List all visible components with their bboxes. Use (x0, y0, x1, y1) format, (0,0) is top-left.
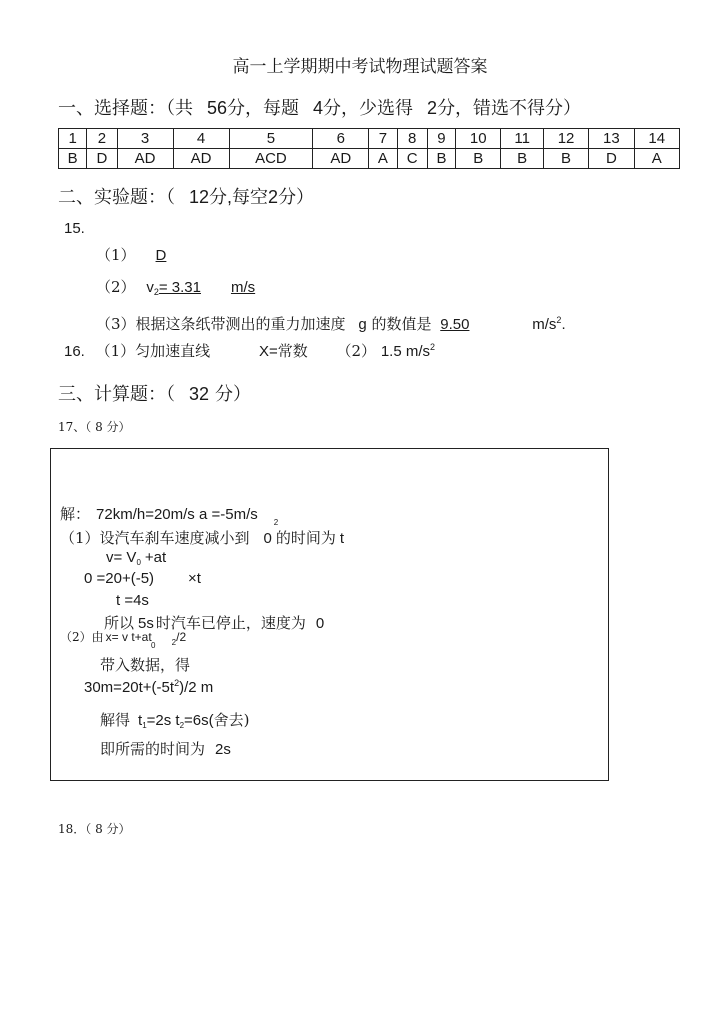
table-cell: 7 (369, 129, 397, 149)
sol-l10b: t (138, 712, 143, 729)
table-cell: 9 (427, 129, 455, 149)
table-cell: A (634, 149, 679, 169)
table-cell: 14 (634, 129, 679, 149)
table-cell: 11 (501, 129, 543, 149)
section-2-score: 12 (189, 187, 210, 207)
table-cell: C (397, 149, 427, 169)
table-cell: B (59, 149, 87, 169)
sol-l6b: 5s (138, 615, 154, 632)
q15-a3-sup: 2 (556, 315, 562, 325)
table-cell: AD (173, 149, 229, 169)
sol-line-11 (100, 738, 231, 759)
section-2-per: 2 (268, 187, 279, 207)
table-cell: B (427, 149, 455, 169)
sol-line-2 (60, 527, 344, 548)
question-16-number: 16. (64, 343, 85, 360)
question-17-label: 17、（ 8 分） (58, 420, 131, 434)
sol-l6a: 所以 (104, 614, 135, 632)
q15-a3-unit: m/s (532, 316, 557, 333)
section-2-heading-text: 二、实验题：（ (58, 187, 175, 208)
table-cell: 1 (59, 129, 87, 149)
section-1-per: 4 (313, 98, 324, 118)
sol-l11b: 2s (215, 741, 231, 758)
sol-l4: 0 =20+(-5) (84, 570, 155, 587)
sol-l2b: 0 (263, 530, 272, 547)
question-18-label: 18．（ 8 分） (58, 822, 131, 836)
answer-row (59, 149, 680, 169)
q15-a3-text2: 的数值是 (371, 315, 432, 333)
sol-line-3 (106, 549, 166, 567)
question-15-number: 15. (64, 220, 85, 237)
section-1-heading (58, 94, 581, 120)
sol-l6c: 时汽车已停止，速度为 (155, 614, 306, 632)
table-cell: D (589, 149, 634, 169)
sol-line-10 (100, 709, 250, 730)
sol-l7b: x= v t+at (105, 630, 152, 644)
section-3-heading-text: 三、计算题：（ (58, 384, 175, 405)
q15-a1-value: D (155, 247, 167, 264)
table-cell: AD (313, 149, 369, 169)
sol-l10s2: 2 (179, 721, 185, 730)
sol-l10f: ) (243, 711, 250, 729)
sol-l10d: =6s( (184, 712, 214, 729)
q15-a2-sub: 2 (153, 287, 159, 297)
sol-l3: v= V (106, 549, 137, 566)
q15-answer-3: （3）根据这条纸带测出的重力加速度 g 的数值是 9.50 $m/s^2$. (96, 315, 566, 333)
table-cell: 2 (87, 129, 117, 149)
sol-line-5: t =4s (116, 592, 149, 609)
section-1-score: 56 (207, 98, 228, 118)
sol-line-4 (84, 570, 201, 587)
table-cell: 3 (117, 129, 173, 149)
table-cell: 10 (456, 129, 501, 149)
q15-a3-text: （3）根据这条纸带测出的重力加速度 (96, 315, 346, 333)
sol-l10a: 解得 (100, 711, 131, 729)
table-cell: 8 (397, 129, 427, 149)
sol-l9: 30m=20t+(-5t (84, 679, 175, 696)
sol-l7c: /2 (176, 630, 187, 644)
section-1-rest2: 分，少选得 (323, 98, 414, 119)
q15-a2-var: v (146, 279, 154, 296)
q16-x-const: X=常数 (258, 343, 308, 360)
q16-answer-1: （1）匀加速直线 (95, 342, 211, 360)
table-cell: ACD (229, 149, 313, 169)
q15-a2-unit: m/s (230, 279, 256, 296)
table-cell: 13 (589, 129, 634, 149)
table-cell: 5 (229, 129, 313, 149)
q16-sup: 2 (430, 342, 436, 352)
question-16 (64, 340, 435, 361)
sol-l9sup: 2 (174, 678, 180, 688)
sol-l10e: 舍去 (213, 711, 244, 729)
sol-line-7 (60, 628, 186, 645)
sol-l7a: （2）由 (60, 630, 104, 644)
section-3-score: 32 (189, 384, 210, 404)
section-2-heading (58, 183, 314, 209)
table-cell: 6 (313, 129, 369, 149)
answer-table (58, 128, 680, 169)
q16-answer-2-value: 1.5 m/s (380, 343, 431, 360)
sol-line-8: 带入数据，得 (100, 656, 191, 674)
sol-l3sub: 0 (136, 558, 141, 567)
sol-l7sup: 2 (171, 638, 177, 647)
table-cell: B (543, 149, 588, 169)
sol-l1sup: 2 (273, 518, 279, 527)
question-number-row (59, 129, 680, 149)
table-cell: AD (117, 149, 173, 169)
q15-answer-2 (96, 276, 255, 297)
sol-l2c: 的时间为 (275, 529, 336, 547)
sol-l2d: t (339, 530, 345, 547)
section-1-rest3: 分，错选不得分） (437, 98, 582, 119)
sol-l11a: 即所需的时间为 (100, 740, 206, 758)
q15-a1-label: （1） (96, 246, 136, 264)
sol-l3b: +at (144, 549, 167, 566)
sol-l1b: 72km/h=20m/s a =-5m/s (96, 506, 258, 523)
table-cell: 12 (543, 129, 588, 149)
section-1-rest: 分，每题 (227, 98, 300, 119)
table-cell: D (87, 149, 117, 169)
table-cell: B (456, 149, 501, 169)
sol-l7-sub: 0 (151, 641, 156, 650)
sol-line-1 (60, 503, 279, 527)
section-3-heading (58, 380, 251, 406)
q16-answer-2-label: （2） (336, 342, 377, 360)
q15-a3-value: 9.50 (440, 316, 470, 333)
section-1-partial: 2 (427, 98, 438, 118)
q15-answer-1 (96, 244, 276, 265)
sol-line-9 (84, 678, 213, 696)
section-3-rest: 分） (215, 384, 252, 405)
section-2-rest2: 分） (278, 187, 315, 208)
q15-a3-g: g (358, 316, 367, 333)
q15-a2-eq: = 3.31 (158, 279, 201, 296)
section-1-heading-text: 一、选择题：（共 (58, 98, 193, 119)
table-cell: B (501, 149, 543, 169)
sol-l1a: 解： (60, 505, 91, 523)
sol-l6d: 0 (315, 615, 325, 632)
sol-l10c: =2s t (146, 712, 180, 729)
table-cell: 4 (173, 129, 229, 149)
q15-a2-label: （2） (96, 278, 136, 296)
section-2-rest: 分,每空 (209, 187, 269, 207)
sol-l9b: )/2 m (179, 679, 214, 696)
sol-l4b: ×t (188, 570, 201, 587)
sol-l2a: （1）设汽车刹车速度减小到 (60, 529, 250, 547)
page-title: 高一上学期期中考试物理试题答案 (232, 57, 488, 77)
table-cell: A (369, 149, 397, 169)
sol-l10s1: 1 (142, 721, 147, 730)
